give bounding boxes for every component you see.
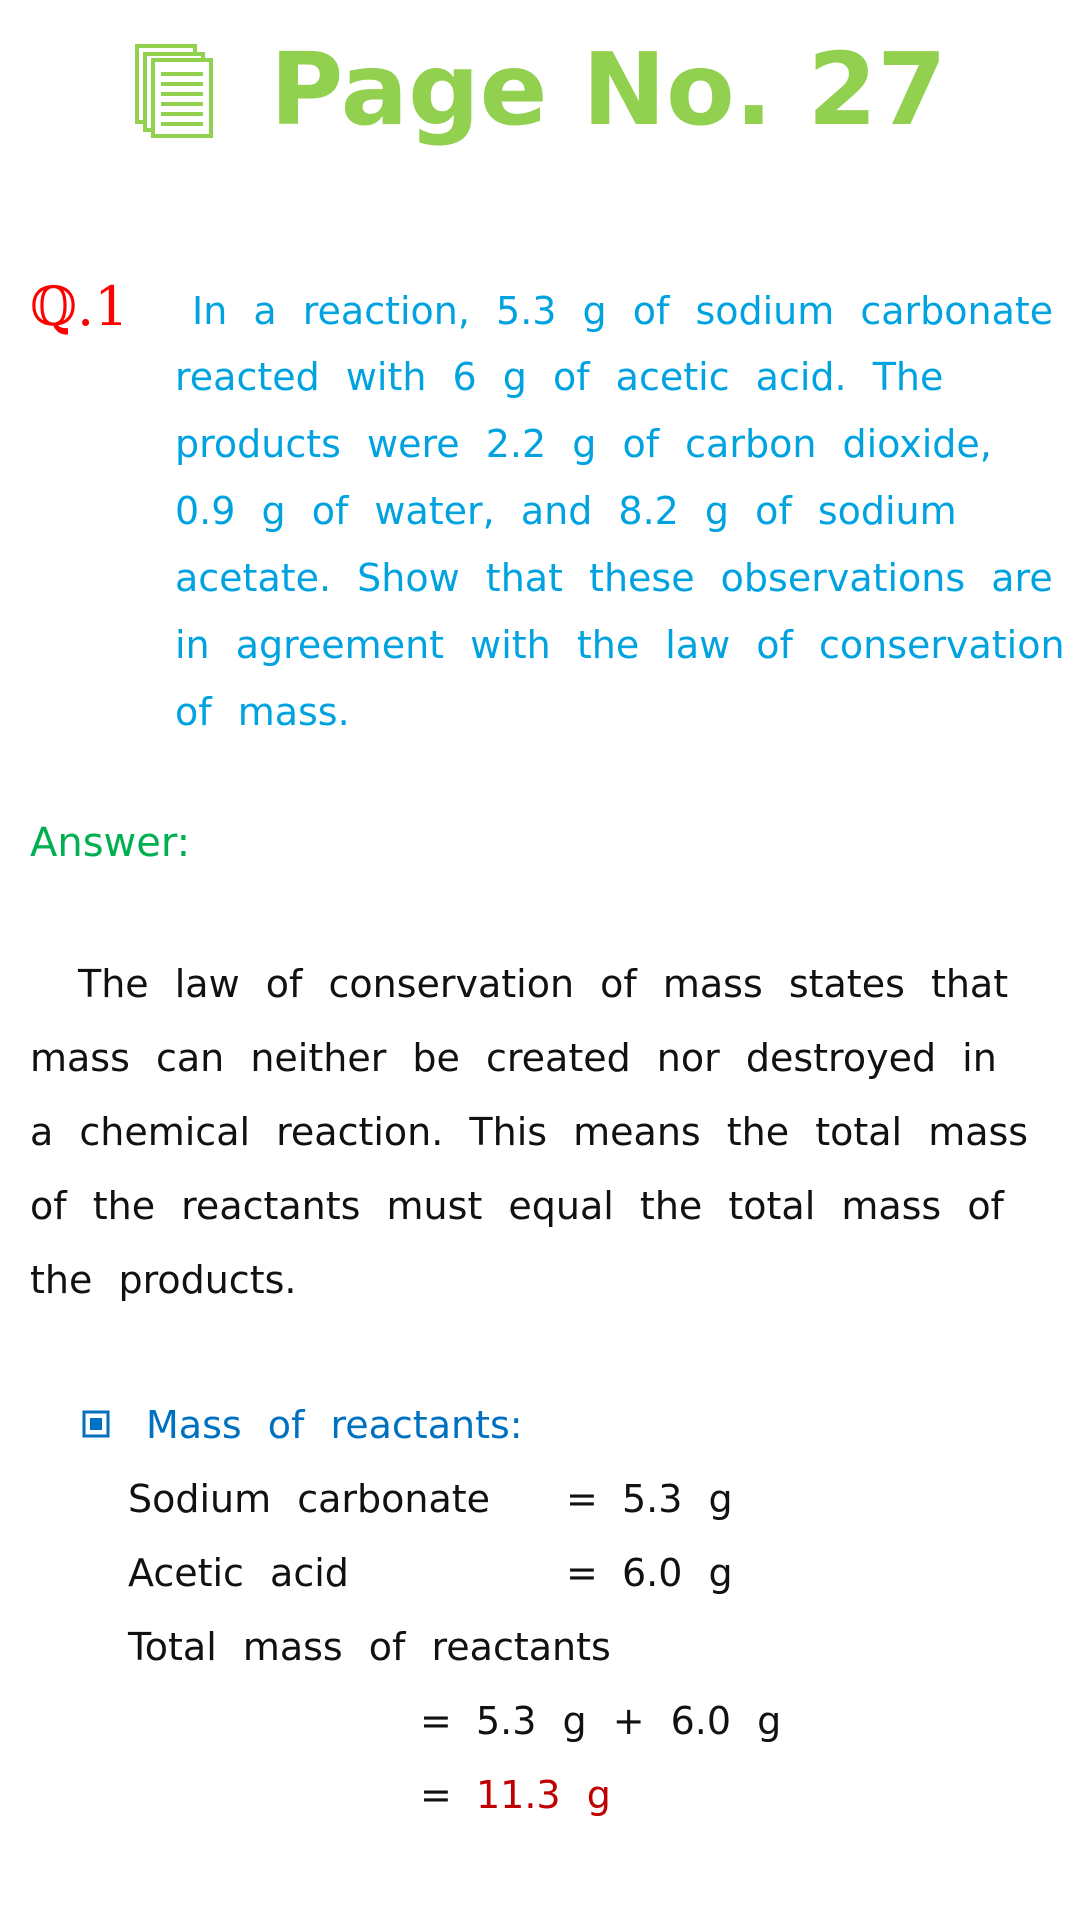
- question-line: 0.9 g of water, and 8.2 g of sodium: [175, 489, 957, 533]
- question-line: products were 2.2 g of carbon dioxide,: [175, 422, 992, 466]
- total-mass-result: 11.3 g: [476, 1773, 611, 1817]
- answer-paragraph-line: mass can neither be created nor destroyed in: [30, 1036, 997, 1080]
- equals-sign: =: [420, 1699, 452, 1743]
- reactant-value-acetic-acid: 6.0 g: [622, 1551, 733, 1595]
- page-title: Page No. 27: [270, 31, 947, 148]
- reactant-label-acetic-acid: Acetic acid: [128, 1551, 349, 1595]
- answer-paragraph-line: a chemical reaction. This means the total mass: [30, 1110, 1029, 1154]
- answer-paragraph-line: The law of conservation of mass states that: [78, 962, 1009, 1006]
- question-line: reacted with 6 g of acetic acid. The: [175, 355, 944, 399]
- question-line: in agreement with the law of conservation: [175, 623, 1065, 667]
- question-label: ℚ.1: [30, 275, 129, 338]
- answer-paragraph-line: the products.: [30, 1258, 297, 1302]
- question-line: of mass.: [175, 690, 350, 734]
- reactant-label-sodium-carbonate: Sodium carbonate: [128, 1477, 491, 1521]
- document-stack-icon: [133, 42, 215, 138]
- reactant-value-sodium-carbonate: 5.3 g: [622, 1477, 733, 1521]
- equals-sign: =: [566, 1477, 598, 1521]
- equals-sign: =: [566, 1551, 598, 1595]
- equals-sign: =: [420, 1773, 452, 1817]
- section-heading-reactants: Mass of reactants:: [146, 1403, 523, 1447]
- answer-paragraph-line: of the reactants must equal the total mass of: [30, 1184, 1004, 1228]
- total-mass-label: Total mass of reactants: [128, 1625, 611, 1669]
- square-bullet-icon: [82, 1410, 110, 1438]
- question-line: In a reaction, 5.3 g of sodium carbonate: [192, 289, 1054, 333]
- calculation-expression: 5.3 g + 6.0 g: [476, 1699, 782, 1743]
- question-line: acetate. Show that these observations are: [175, 556, 1053, 600]
- answer-label: Answer:: [30, 820, 191, 866]
